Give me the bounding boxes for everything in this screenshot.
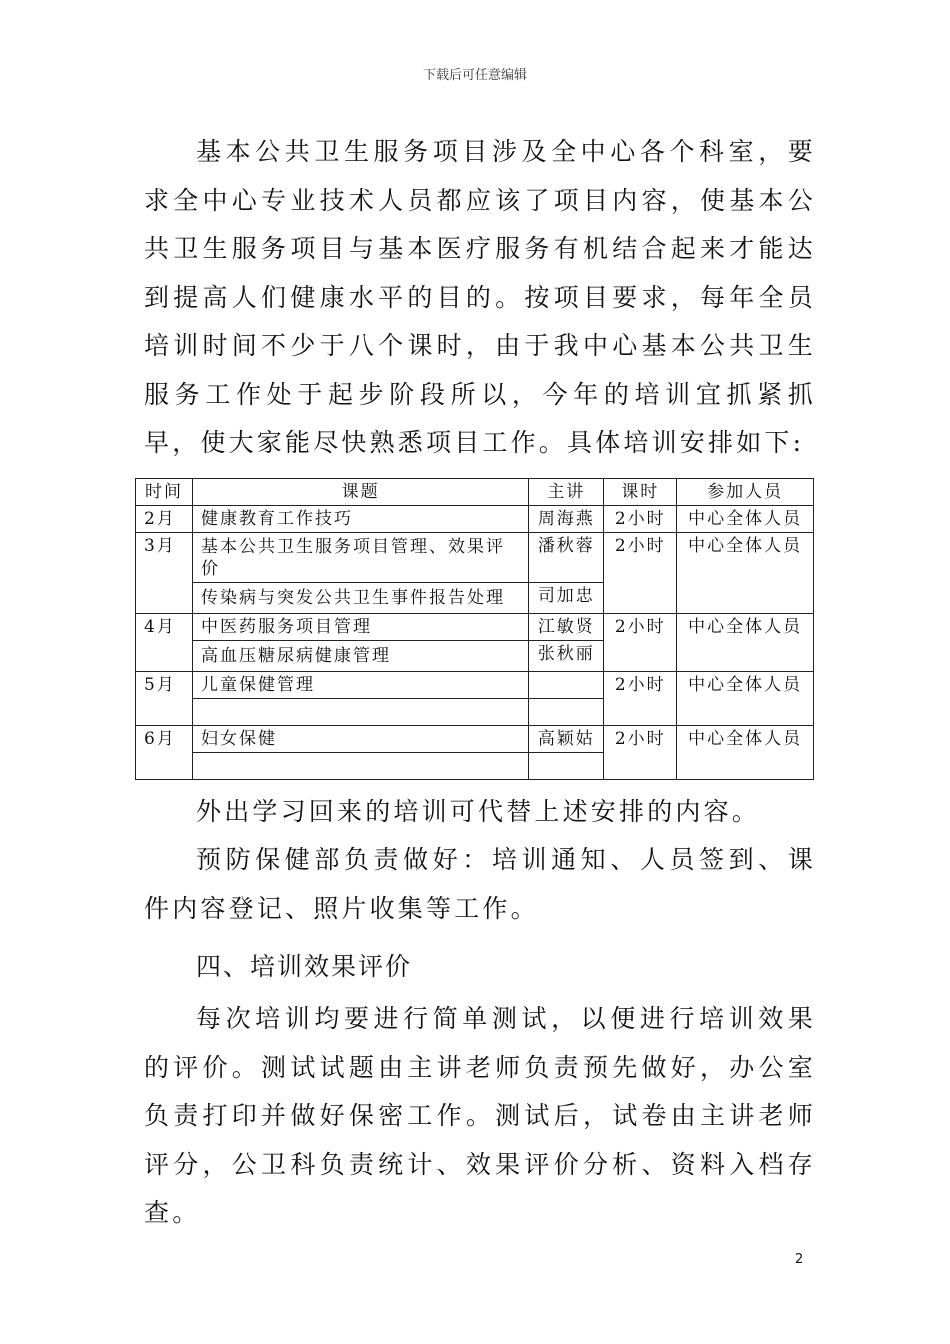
cell-hours: 2小时 (604, 613, 677, 671)
cell-topic: 传染病与突发公共卫生事件报告处理 (192, 582, 528, 613)
cell-participants: 中心全体人员 (677, 505, 814, 532)
cell-speaker: 江敏贤 (529, 613, 604, 640)
cell-hours: 2小时 (604, 505, 677, 532)
table-row (136, 613, 814, 640)
section-heading: 四、培训效果评价 (196, 952, 413, 981)
cell-hours: 2小时 (604, 725, 677, 779)
table-row (136, 725, 814, 752)
cell-empty (192, 698, 528, 725)
cell-speaker: 周海燕 (529, 505, 604, 532)
page-number: 2 (795, 1252, 804, 1267)
cell-speaker: 高颖姑 (529, 725, 604, 752)
cell-participants: 中心全体人员 (677, 671, 814, 725)
cell-hours: 2小时 (604, 532, 677, 613)
cell-empty (529, 752, 604, 779)
cell-speaker: 潘秋蓉 (529, 532, 604, 582)
header-topic: 课题 (192, 478, 528, 505)
cell-hours: 2小时 (604, 671, 677, 725)
header-time: 时间 (136, 478, 193, 505)
cell-speaker: 司加忠 (529, 582, 604, 613)
table-row (136, 671, 814, 698)
cell-speaker (529, 671, 604, 698)
table-header-row (136, 478, 814, 505)
paragraph-prevention-dept: 预防保健部负责做好：培训通知、人员签到、课件内容登记、照片收集等工作。 (144, 845, 816, 923)
cell-participants: 中心全体人员 (677, 613, 814, 671)
table-row (136, 532, 814, 582)
cell-empty (529, 698, 604, 725)
cell-topic: 儿童保健管理 (192, 671, 528, 698)
cell-month: 2月 (136, 505, 193, 532)
table-row (136, 505, 814, 532)
cell-month: 3月 (136, 532, 193, 613)
paragraph-external-training: 外出学习回来的培训可代替上述安排的内容。 (196, 796, 761, 826)
page-header: 下载后可任意编辑 (422, 68, 527, 83)
document-body (144, 128, 816, 1238)
training-schedule-table (135, 478, 814, 780)
cell-empty (192, 752, 528, 779)
paragraph-evaluation: 每次培训均要进行简单测试，以便进行培训效果的评价。测试试题由主讲老师负责预先做好，办公室负责打印并做好保密工作。测试后，试卷由主讲老师评分，公卫科负责统计、效果评价分析、资料入档存查。 (144, 1004, 816, 1227)
cell-speaker: 张秋丽 (529, 640, 604, 671)
cell-month: 4月 (136, 613, 193, 671)
cell-topic: 基本公共卫生服务项目管理、效果评价 (192, 532, 528, 582)
cell-topic: 妇女保健 (192, 725, 528, 752)
cell-month: 6月 (136, 725, 193, 779)
cell-participants: 中心全体人员 (677, 725, 814, 779)
cell-topic: 高血压糖尿病健康管理 (192, 640, 528, 671)
paragraph-intro: 基本公共卫生服务项目涉及全中心各个科室，要求全中心专业技术人员都应该了项目内容，使基本公共卫生服务项目与基本医疗服务有机结合起来才能达到提高人们健康水平的目的。按项目要求，每年全员培训时间不少于八个课时，由于我中心基本公共卫生服务工作处于起步阶段所以，今年的培训宜抓紧抓早，使大家能尽快熟悉项目工作。具体培训安排如下: (144, 137, 816, 457)
header-participants: 参加人员 (677, 478, 814, 505)
cell-topic: 中医药服务项目管理 (192, 613, 528, 640)
cell-topic: 健康教育工作技巧 (192, 505, 528, 532)
header-hours: 课时 (604, 478, 677, 505)
cell-month: 5月 (136, 671, 193, 725)
cell-participants: 中心全体人员 (677, 532, 814, 613)
header-speaker: 主讲 (529, 478, 604, 505)
